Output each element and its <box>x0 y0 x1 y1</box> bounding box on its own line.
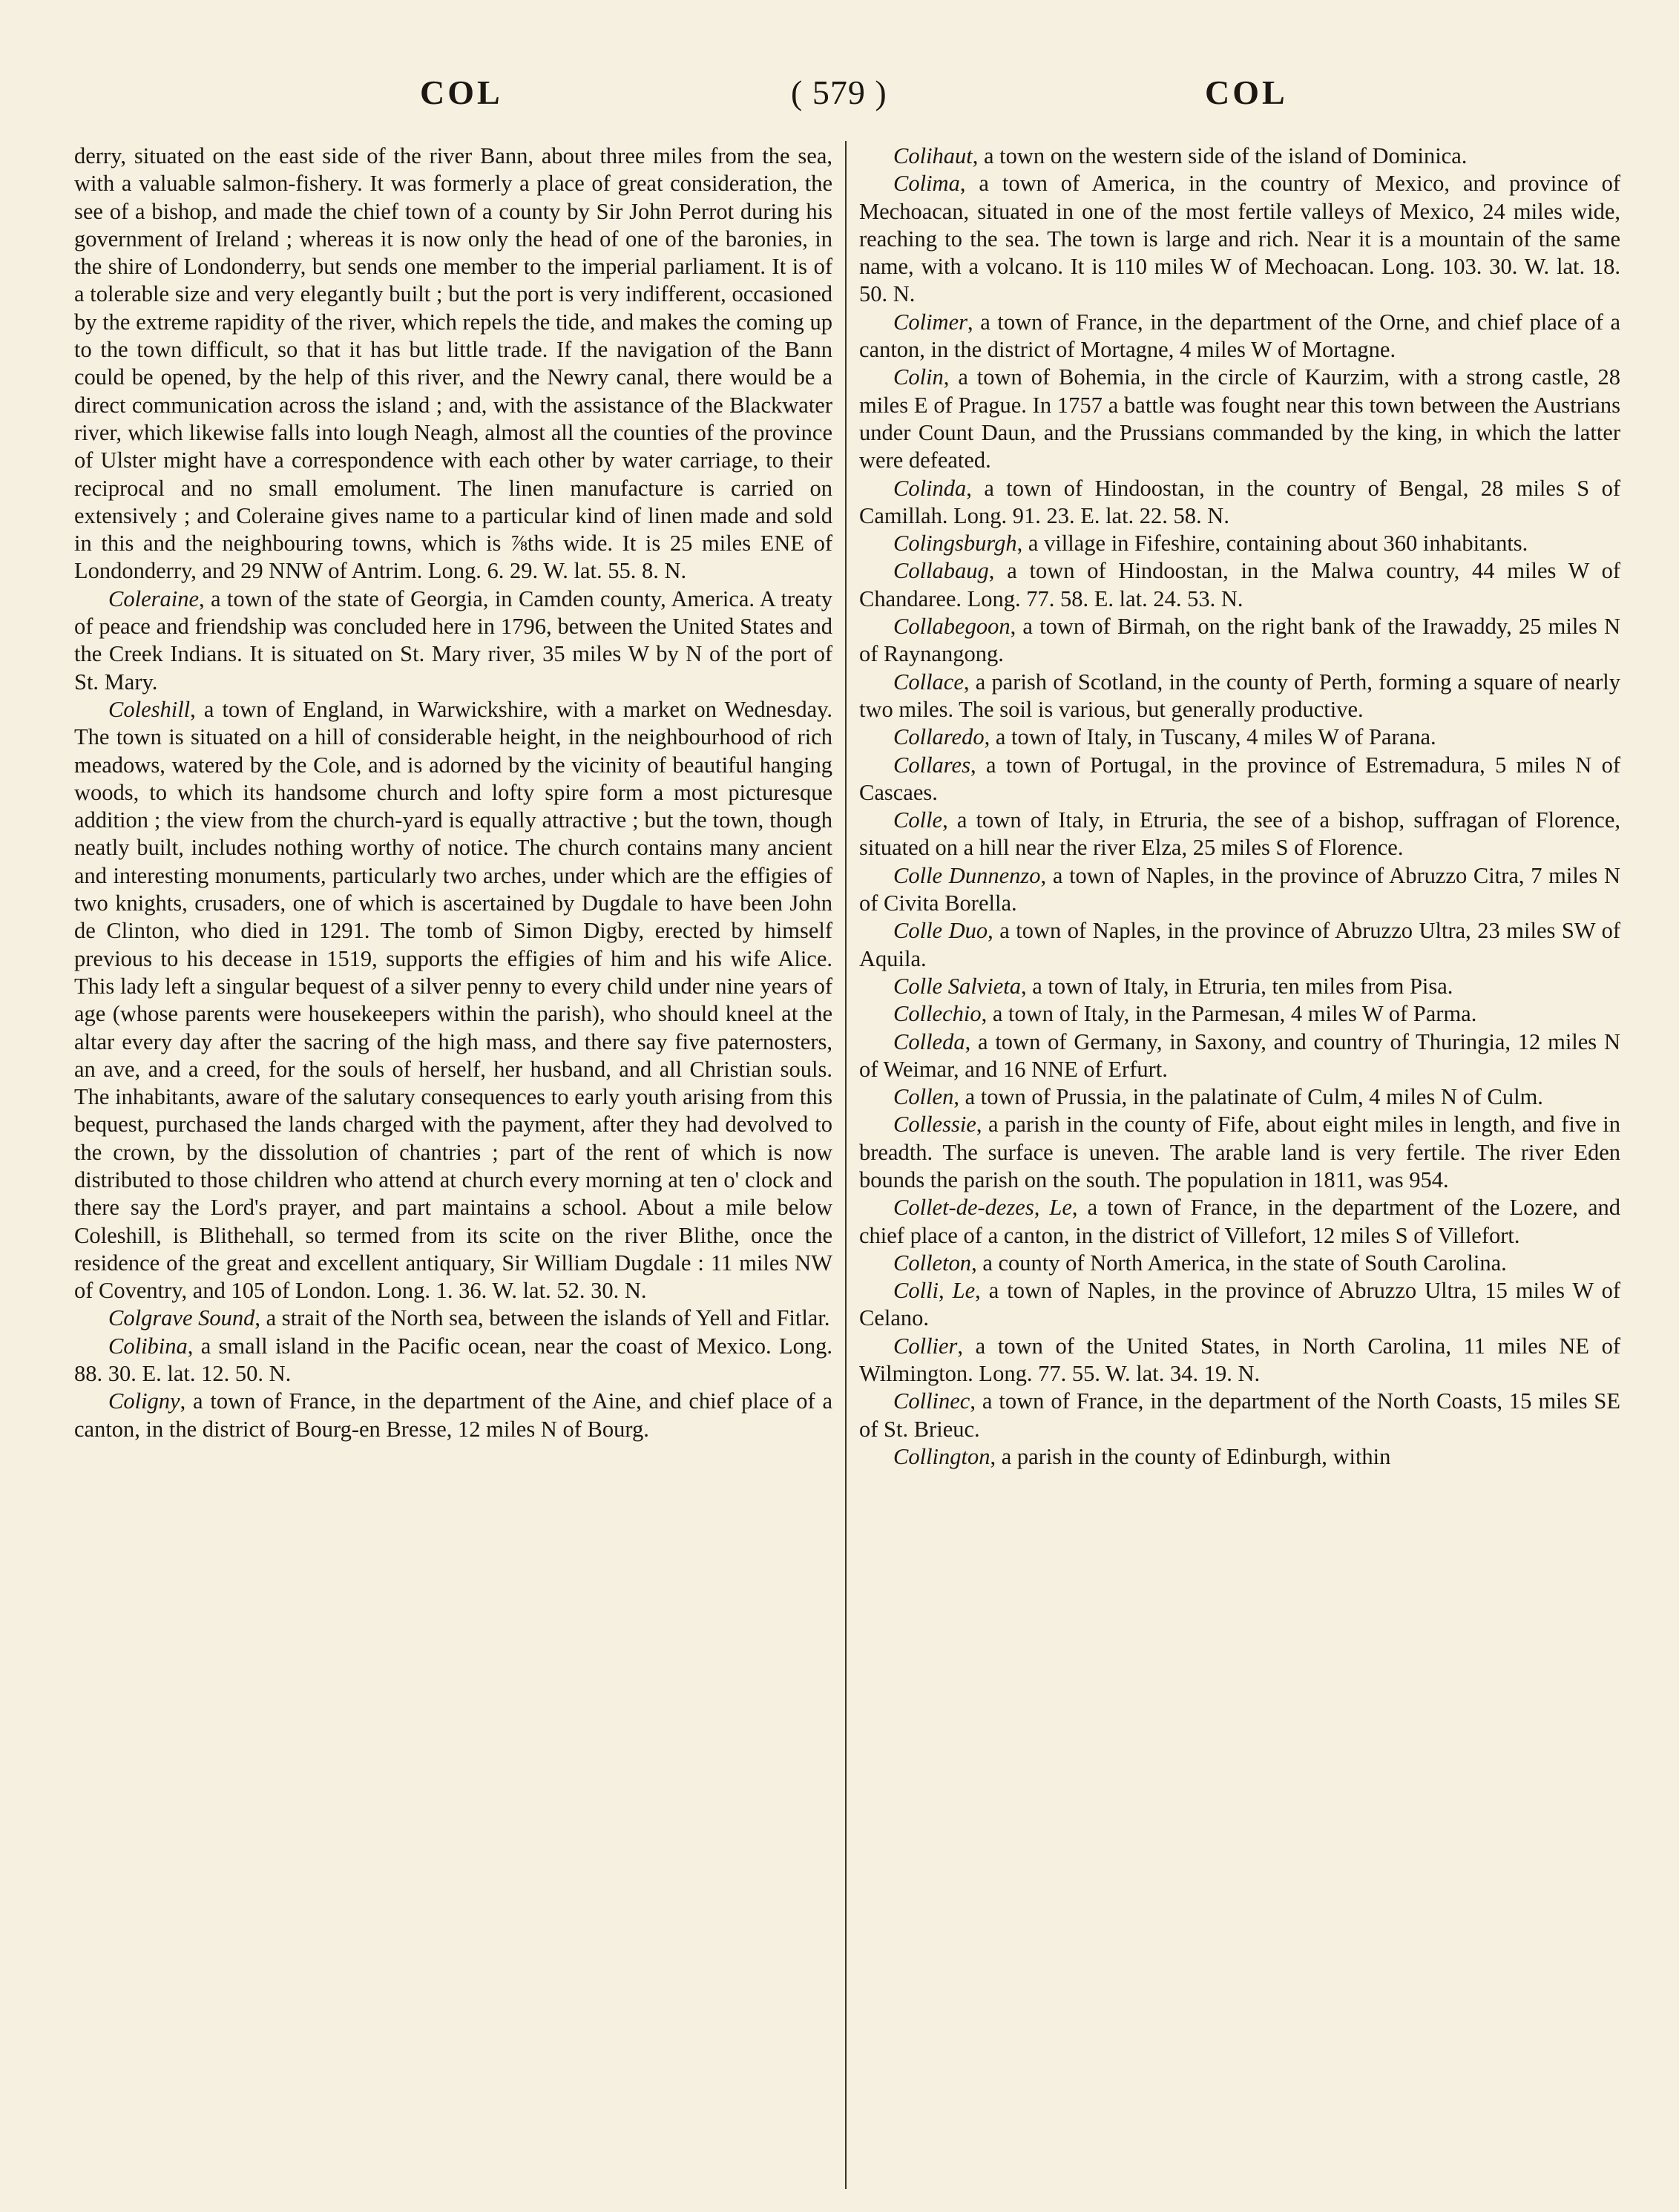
entry-text: , a town of Italy, in Etruria, the see of a bishop, suffragan of Florence, situated on a hill near the river Elza, 25 miles S of Florence. <box>859 807 1620 861</box>
gazetteer-entry <box>859 669 1620 724</box>
entry-text: , a town of France, in the department of the Orne, and chief place of a canton, in the district of Mortagne, 4 miles W of Mortagne. <box>859 309 1620 363</box>
gazetteer-entry <box>74 1333 832 1388</box>
gazetteer-entry <box>859 142 1620 170</box>
entry-headword: Coleshill <box>108 696 191 722</box>
page-number: ( 579 ) <box>791 73 887 111</box>
entry-headword: Coligny <box>108 1388 180 1414</box>
entry-text: , a town of Naples, in the province of Abruzzo Citra, 7 miles N of Civita Borella. <box>859 862 1621 916</box>
gazetteer-entry <box>859 170 1620 308</box>
entry-text: , a small island in the Pacific ocean, near the coast of Mexico. Long. 88. 30. E. lat. 12. 50. N. <box>74 1333 832 1387</box>
entry-headword: Collaredo <box>893 724 985 750</box>
entry-headword: Colle Duo <box>893 918 988 944</box>
entry-text: , a town of the United States, in North Carolina, 11 miles NE of Wilmington. Long. 77. 55. W. lat. 34. 19. N. <box>859 1333 1620 1387</box>
entry-headword: Collet-de-dezes, Le <box>893 1195 1072 1221</box>
entry-headword: Colleda <box>893 1028 965 1054</box>
entry-headword: Colingsburgh <box>893 531 1017 557</box>
entry-headword: Colihaut <box>893 143 973 168</box>
gazetteer-entry <box>859 364 1620 474</box>
entry-headword: Collier <box>893 1333 958 1359</box>
gazetteer-entry <box>859 752 1620 807</box>
entry-headword: Colimer <box>893 309 967 335</box>
entry-headword: Colli, Le <box>893 1278 976 1304</box>
gazetteer-entry <box>859 917 1620 973</box>
entry-text: , a parish in the county of Edinburgh, within <box>990 1443 1391 1469</box>
entry-text: derry, situated on the east side of the river Bann, about three miles from the sea, with a valuable salmon-fishery. It was formerly a place of great consideration, the see of a bishop, and made the chief town of a county by Sir John Perrot during his government of Ireland ; whereas it is now only the head of one of the baronies, in the shire of Londonderry, but sends one member to the imperial parliament. It is of a tolerable size and very elegantly built ; but the port is very indifferent, occasioned by the extreme rapidity of the river, which repels the tide, and makes the coming up to the town difficult, so that it has but little trade. If the navigation of the Bann could be opened, by the help of this river, and the Newry canal, there would be a direct communication across the island ; and, with the assistance of the Blackwater river, which likewise falls into lough Neagh, almost all the counties of the province of Ulster might have a correspondence with each other by water carriage, to their reciprocal and no small emolument. The linen manufacture is carried on extensively ; and Coleraine gives name to a particular kind of linen made and sold in this and the neighbouring towns, which is ⅞ths wide. It is 25 miles ENE of Londonderry, and 29 NNW of Antrim. Long. 6. 29. W. lat. 55. 8. N. <box>74 143 832 584</box>
entry-text: , a town of Naples, in the province of Abruzzo Ultra, 15 miles W of Celano. <box>859 1278 1621 1331</box>
entry-text: , a town of England, in Warwickshire, with a market on Wednesday. The town is situated on a hill of considerable height, in the neighbourhood of rich meadows, watered by the Cole, and is adorned by the vicinity of beautiful hanging woods, to which its handsome church and lofty spire form a most picturesque addition ; the view from the church-yard is equally attractive ; but the town, though neatly built, includes nothing worthy of notice. The church contains many ancient and interesting monuments, particularly two arches, under which are the effigies of two knights, crusaders, one of which is ascertained by Dugdale to have been John de Clinton, who died in 1291. The tomb of Simon Digby, erected by himself previous to his decease in 1519, supports the effigies of him and his wife Alice. This lady left a singular bequest of a silver penny to every child under nine years of age (whose parents were housekeepers within the parish), who should kneel at the altar every day after the sacring of the high mass, and there say five paternosters, an ave, and a creed, for the souls of herself, her husband, and all Christian souls. The inhabitants, aware of the salutary consequences to early youth arising from this bequest, purchased the lands charged with the payment, after they had devolved to the crown, by the dissolution of chantries ; part of the rent of which is now distributed to those children who attend at church every morning at ten o' clock and there say the Lord's prayer, and part maintains a school. About a mile below Coleshill, is Blithehall, so termed from its scite on the river Blithe, once the residence of the great and excellent antiquary, Sir William Dugdale : 11 miles NW of Coventry, and 105 of London. Long. 1. 36. W. lat. 52. 30. N. <box>74 696 832 1304</box>
entry-text: , a parish in the county of Fife, about eight miles in length, and five in breadth. The surface is uneven. The arable land is very fertile. The river Eden bounds the parish on the south. The population in 1811, was 954. <box>859 1112 1620 1192</box>
entry-text: , a town of Hindoostan, in the country of Bengal, 28 miles S of Camillah. Long. 91. 23. E. lat. 22. 58. N. <box>859 475 1620 528</box>
gazetteer-entry <box>859 723 1620 751</box>
entry-headword: Collessie <box>893 1112 976 1138</box>
entry-text: , a town of Portugal, in the province of Estremadura, 5 miles N of Cascaes. <box>859 752 1620 805</box>
entry-headword: Collares <box>893 752 970 778</box>
gazetteer-entry <box>859 1028 1620 1084</box>
entry-text: , a county of North America, in the state of South Carolina. <box>971 1250 1507 1276</box>
entry-headword: Colima <box>893 171 960 197</box>
gazetteer-entry <box>859 1194 1620 1250</box>
entry-text: , a town of Prussia, in the palatinate of Culm, 4 miles N of Culm. <box>953 1084 1543 1110</box>
entry-headword: Collington <box>893 1443 990 1469</box>
entry-headword: Colle Salvieta <box>893 973 1021 999</box>
gazetteer-entry <box>859 973 1620 1000</box>
entry-headword: Colgrave Sound <box>108 1305 255 1331</box>
entry-headword: Colinda <box>893 475 967 501</box>
entry-headword: Collechio <box>893 1001 982 1027</box>
running-head-right: COL <box>1205 73 1288 111</box>
entry-text: , a town of Hindoostan, in the Malwa country, 44 miles W of Chandaree. Long. 77. 58. E. lat. 24. 53. N. <box>859 558 1620 611</box>
entry-headword: Colleton <box>893 1250 972 1276</box>
gazetteer-entry <box>74 696 832 1305</box>
running-head-left: COL <box>420 73 503 111</box>
entry-text: , a strait of the North sea, between the islands of Yell and Fitlar. <box>254 1305 830 1331</box>
entry-headword: Colibina <box>108 1333 188 1359</box>
entry-text: , a town of Italy, in the Parmesan, 4 miles W of Parma. <box>981 1001 1477 1027</box>
gazetteer-entry <box>859 1000 1620 1028</box>
entry-text: , a town of Germany, in Saxony, and country of Thuringia, 12 miles N of Weimar, and 16 NNE of Erfurt. <box>859 1028 1620 1082</box>
gazetteer-entry <box>859 613 1620 669</box>
gazetteer-entry <box>74 585 832 696</box>
entry-headword: Collinec <box>893 1388 970 1414</box>
entry-headword: Colin <box>893 364 944 390</box>
column-divider <box>845 141 847 2189</box>
gazetteer-entry <box>859 530 1620 557</box>
entry-text: , a town of Naples, in the province of Abruzzo Ultra, 23 miles SW of Aquila. <box>859 918 1620 971</box>
gazetteer-entry <box>859 1083 1620 1111</box>
entry-text: , a town of Birmah, on the right bank of the Irawaddy, 25 miles N of Raynangong. <box>859 614 1620 667</box>
entry-text: , a town of the state of Georgia, in Camden county, America. A treaty of peace and friendship was concluded here in 1796, between the United States and the Creek Indians. It is situated on St. Mary river, 35 miles W by N of the port of St. Mary. <box>74 585 832 695</box>
entry-text: , a town on the western side of the island of Dominica. <box>972 143 1468 168</box>
gazetteer-entry <box>859 862 1620 918</box>
entry-text: , a town of France, in the department of the Lozere, and chief place of a canton, in the district of Villefort, 12 miles S of Villefort. <box>859 1195 1620 1248</box>
gazetteer-entry <box>859 1277 1620 1333</box>
gazetteer-entry <box>859 557 1620 613</box>
entry-text: , a town of Italy, in Etruria, ten miles from Pisa. <box>1020 973 1453 999</box>
entry-text: , a town of Bohemia, in the circle of Kaurzim, with a strong castle, 28 miles E of Prague. In 1757 a battle was fought near this town between the Austrians under Count Daun, and the Prussians commanded by the king, in which the latter were defeated. <box>859 364 1620 473</box>
gazetteer-entry <box>859 1443 1620 1471</box>
gazetteer-entry <box>859 1111 1620 1194</box>
entry-headword: Collabaug <box>893 558 989 584</box>
gazetteer-entry <box>859 475 1620 531</box>
entry-headword: Collen <box>893 1084 954 1110</box>
gazetteer-entry <box>859 309 1620 364</box>
entry-headword: Colle Dunnenzo <box>893 862 1041 888</box>
entry-text: , a town of France, in the department of the North Coasts, 15 miles SE of St. Brieuc. <box>859 1388 1620 1442</box>
entry-text: , a village in Fifeshire, containing about 360 inhabitants. <box>1016 531 1528 557</box>
gazetteer-entry <box>859 1250 1620 1277</box>
gazetteer-entry <box>859 1388 1620 1443</box>
entry-text: , a town of America, in the country of Mexico, and province of Mechoacan, situated in one of the most fertile valleys of Mexico, 24 miles wide, reaching to the sea. The town is large and rich. Near it is a mountain of the same name, with a volcano. It is 110 miles W of Mechoacan. Long. 103. 30. W. lat. 18. 50. N. <box>859 171 1620 307</box>
entry-headword: Collabegoon <box>893 614 1011 640</box>
left-column <box>74 142 832 2190</box>
page-header <box>0 73 1679 125</box>
right-column <box>859 142 1620 2190</box>
gazetteer-entry <box>74 1304 832 1332</box>
entry-text: , a parish of Scotland, in the county of Perth, forming a square of nearly two miles. The soil is various, but generally productive. <box>859 669 1620 722</box>
gazetteer-entry <box>74 1388 832 1443</box>
entry-text: , a town of France, in the department of the Aine, and chief place of a canton, in the district of Bourg-en Bresse, 12 miles N of Bourg. <box>74 1388 832 1442</box>
entry-headword: Colle <box>893 807 943 833</box>
gazetteer-entry <box>74 142 832 585</box>
entry-text: , a town of Italy, in Tuscany, 4 miles W of Parana. <box>984 724 1436 750</box>
gazetteer-entry <box>859 1333 1620 1388</box>
entry-headword: Coleraine <box>108 585 199 611</box>
entry-headword: Collace <box>893 669 964 695</box>
gazetteer-entry <box>859 807 1620 862</box>
